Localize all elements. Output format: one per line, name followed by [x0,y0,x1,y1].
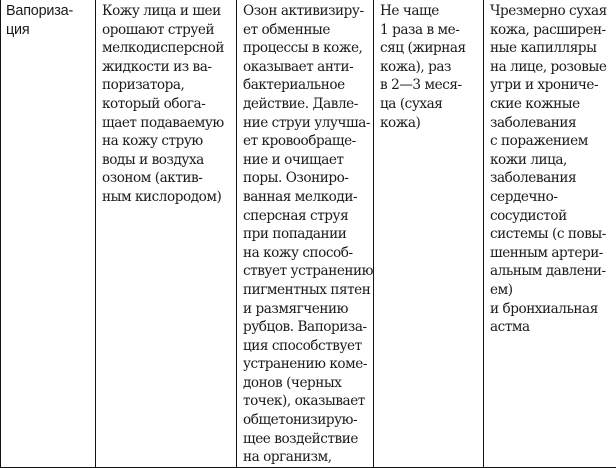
frequency-cell [374,0,484,467]
contraindications-text: угри и хрониче- [490,76,611,95]
effect-text: оказывает анти- [243,58,368,77]
contraindications-text: сердечно- [490,188,611,207]
effect-text: точек), оказывает [243,392,368,411]
effect-text: процессы в коже, [243,39,368,58]
contraindications-text: ские кожные [490,95,611,114]
method-text: орошают струей [102,21,231,40]
frequency-text: ца (сухая [380,95,478,114]
contraindications-text: ем) [490,281,611,300]
contraindications-text: ные капилляры [490,39,611,58]
method-text: озоном (актив- [102,169,231,188]
method-cell [96,0,237,467]
effect-text: поры. Озониро- [243,169,368,188]
effect-text: и размягчению [243,300,368,319]
frequency-text: в 2—3 меся- [380,76,478,95]
frequency-text: Не чаще [380,2,478,21]
effect-text: общетонизирую- [243,411,368,430]
method-text: поризатора, [102,76,231,95]
effect-cell [237,0,374,467]
effect-text: рубцов. Вапориза- [243,318,368,337]
effect-text: Озон активизиру- [243,2,368,21]
method-text: который обога- [102,95,231,114]
method-text: Кожу лица и шеи [102,2,231,21]
contraindications-text: с поражением [490,132,611,151]
effect-text: устранению коме- [243,355,368,374]
effect-text: действие. Давле- [243,95,368,114]
method-text: воды и воздуха [102,151,231,170]
frequency-text: кожа), раз [380,58,478,77]
effect-text: при попадании [243,225,368,244]
effect-text: ствует устранению [243,262,368,281]
contraindications-text: астма [490,318,611,337]
effect-text: пигментных пятен [243,281,368,300]
method-text: мелкодисперсной [102,39,231,58]
effect-text: ет кровообраще- [243,132,368,151]
effect-text: ние и очищает [243,151,368,170]
effect-text: донов (черных [243,374,368,393]
procedure-text: Вапориза- [6,2,90,21]
effect-text: ванная мелкоди- [243,188,368,207]
procedure-cell [1,0,96,467]
method-text: ным кислородом) [102,188,231,207]
effect-text: ция способствует [243,337,368,356]
contraindications-text: шенным артери- [490,244,611,263]
method-text: жидкости из ва- [102,58,231,77]
effect-text: сперсная струя [243,207,368,226]
frequency-text: сяц (жирная [380,39,478,58]
method-text: щает подаваемую [102,114,231,133]
contraindications-text: альным давлени- [490,262,611,281]
procedure-text: ция [6,21,90,40]
effect-text: щее воздействие [243,430,368,449]
table-row [1,0,616,467]
contraindications-text: и бронхиальная [490,300,611,319]
contraindications-text: заболевания [490,114,611,133]
effect-text: бактериальное [243,76,368,95]
contraindications-text: сосудистой [490,207,611,226]
effect-text: на кожу способ- [243,244,368,263]
contraindications-text: кожа, расширен- [490,21,611,40]
method-text: на кожу струю [102,132,231,151]
contraindications-text: системы (с повы- [490,225,611,244]
contraindications-text: кожи лица, [490,151,611,170]
contraindications-text: Чрезмерно сухая [490,2,611,21]
contraindications-text: заболевания [490,169,611,188]
effect-text: на организм, [243,448,368,467]
contraindications-text: на лице, розовые [490,58,611,77]
frequency-text: 1 раза в ме- [380,21,478,40]
effect-text: ние струи улучша- [243,114,368,133]
frequency-text: кожа) [380,114,478,133]
effect-text: ет обменные [243,21,368,40]
contraindications-cell [484,0,616,467]
